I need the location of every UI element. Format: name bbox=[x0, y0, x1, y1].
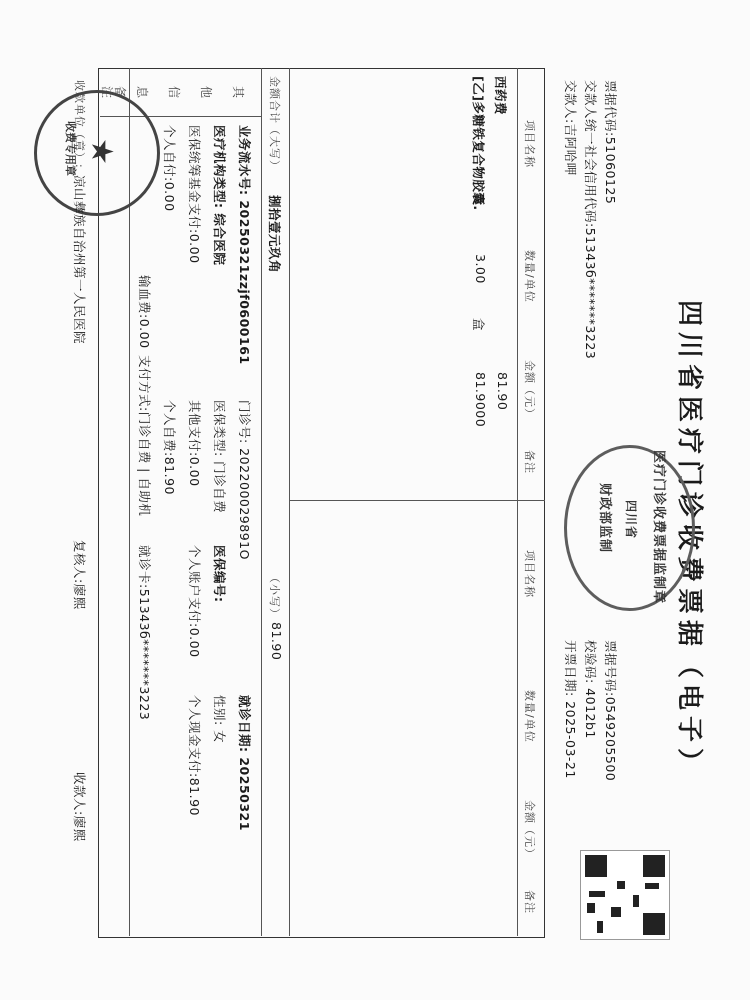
receipt-title: 四川省医疗门诊收费票据（电子） bbox=[674, 300, 704, 781]
seal-bottom-text: 财政部监制 bbox=[597, 483, 612, 554]
col-note-right: 备注 bbox=[523, 890, 536, 914]
col-note-left: 备注 bbox=[523, 450, 536, 474]
visit-date: 就诊日期: 20250321 bbox=[237, 695, 252, 831]
col-amount-right: 金额（元） bbox=[523, 800, 536, 860]
collector: 收款人:廖熙 bbox=[72, 772, 87, 842]
col-item-name-left: 项目名称 bbox=[523, 120, 536, 168]
finance-seal bbox=[564, 445, 695, 611]
stamp-sub-text: 收费专用章 bbox=[64, 121, 77, 176]
stamp-star-icon: ★ bbox=[84, 138, 119, 165]
total-small: 81.90 bbox=[269, 622, 284, 661]
insurance-type: 医保类型: 门诊自费 bbox=[212, 400, 227, 514]
item-drug-qty: 3.00 bbox=[473, 254, 488, 284]
insurance-number: 医保编号: bbox=[212, 545, 227, 603]
payee-unit-label: 收款单位（章）: bbox=[73, 80, 86, 169]
self-fee: 个人自费:81.90 bbox=[162, 400, 177, 495]
other-info-label: 其他信息 bbox=[135, 86, 245, 100]
bill-code: 票据代码:51060125 bbox=[603, 80, 618, 205]
serial-number: 业务流水号: 20250321zzjf0600161 bbox=[237, 125, 252, 365]
payer-credit-code: 交款人统一社会信用代码:51343б*******3223 bbox=[583, 80, 598, 360]
cash-payment: 个人现金支付:81.90 bbox=[187, 695, 202, 816]
fund-payment: 医保统筹基金支付:0.00 bbox=[187, 125, 202, 264]
col-qty-left: 数量/单位 bbox=[523, 250, 536, 303]
bill-number: 票据号码:0549205500 bbox=[603, 640, 618, 782]
blood-fee: 输血费:0.00 bbox=[137, 275, 152, 349]
payer-name: 交款人:吉阿哈呷 bbox=[563, 80, 578, 176]
qr-code bbox=[580, 850, 670, 940]
visit-number: 门诊号: 202200029891O bbox=[237, 400, 252, 560]
gender: 性别: 女 bbox=[212, 695, 227, 744]
seal-top-text: 医疗门诊收费票据监制章 bbox=[651, 450, 666, 605]
check-code: 校验码: 4012b1 bbox=[583, 640, 598, 739]
other-payment: 其他支付:0.00 bbox=[187, 400, 202, 487]
col-item-name-right: 项目名称 bbox=[523, 550, 536, 598]
item-drug-amount: 81.9000 bbox=[473, 372, 488, 428]
item-category: 西药费 bbox=[493, 76, 508, 116]
payment-method: 支付方式:门诊自费 | 自助机 bbox=[137, 355, 152, 517]
item-drug-unit: 盒 bbox=[471, 318, 486, 332]
item-drug-name: [乙]多糖铁复合物胶囊. bbox=[471, 76, 486, 211]
reviewer: 复核人:廖熙 bbox=[72, 540, 87, 610]
total-label: 金额合计（大写） bbox=[268, 76, 281, 172]
hospital-name: 凉山彝族自治州第一人民医院 bbox=[72, 175, 87, 345]
visit-card: 就诊卡:51343б*******3223 bbox=[137, 545, 152, 721]
col-qty-right: 数量/单位 bbox=[523, 690, 536, 743]
account-payment: 个人账户支付:0.00 bbox=[187, 545, 202, 658]
hospital-stamp bbox=[34, 90, 160, 216]
seal-middle-text: 四川省 bbox=[624, 500, 638, 540]
total-small-label: （小写） bbox=[268, 572, 281, 620]
remarks-label: 备注 bbox=[100, 86, 127, 100]
total-capital: 捌拾壹元玖角 bbox=[267, 195, 282, 274]
org-type: 医疗机构类型: 综合医院 bbox=[212, 125, 227, 266]
issue-date: 开票日期: 2025-03-21 bbox=[563, 640, 578, 779]
self-pay: 个人自付:0.00 bbox=[162, 125, 177, 212]
item-category-amount: 81.90 bbox=[495, 372, 510, 411]
col-amount-left: 金额（元） bbox=[523, 360, 536, 420]
